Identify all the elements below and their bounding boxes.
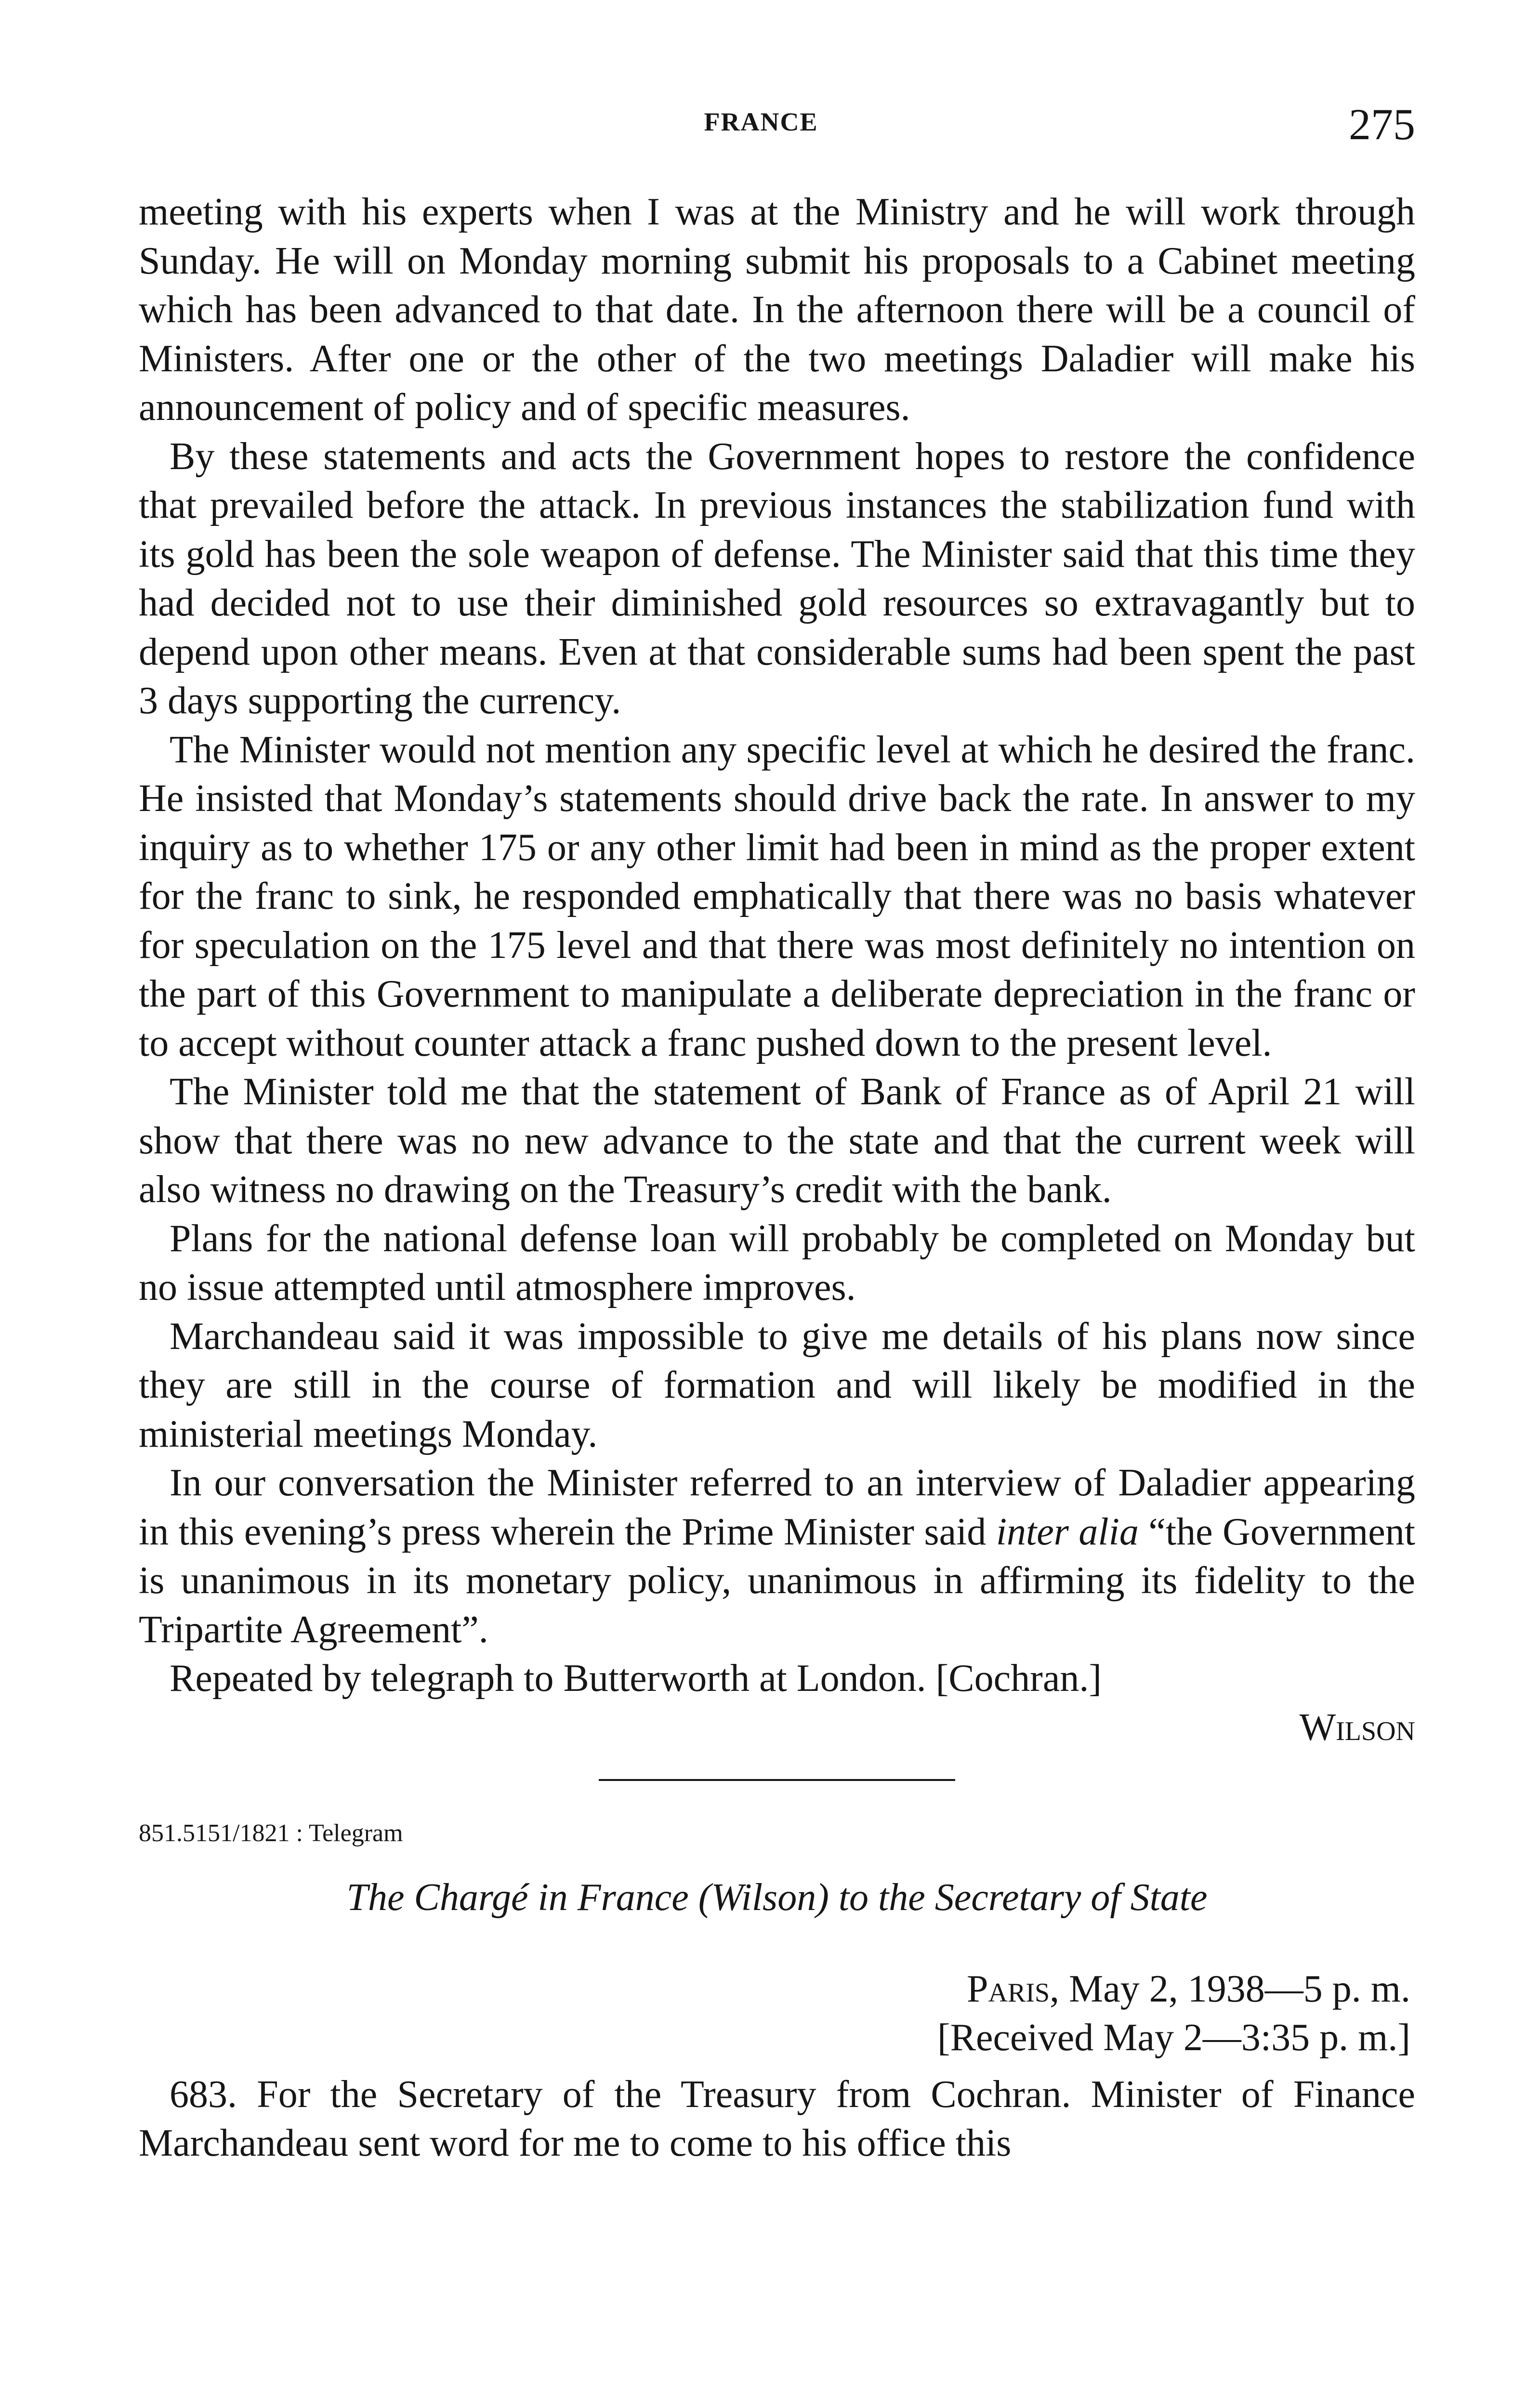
paragraph: Repeated by telegraph to Butterworth at London. [Cochran.] [170, 1657, 1102, 1700]
paragraph: Marchandeau said it was impossible to give me details of his plans now since they are still in the course of formation and will likely be modified in the ministerial meetings Monday. [139, 1315, 1415, 1455]
title-text: ) to the Secretary of State [816, 1876, 1208, 1919]
latin-phrase: inter alia [996, 1510, 1139, 1553]
paragraph [139, 1459, 1415, 1654]
title-name: Wilson [711, 1876, 816, 1919]
section-divider [599, 1779, 955, 1781]
file-reference: 851.5151/1821 : Telegram [139, 1819, 403, 1847]
paragraph: 683. For the Secretary of the Treasury from Cochran. Minister of Finance Marchandeau sent word for me to come to his office this [139, 2073, 1415, 2164]
dateline-sent [139, 1965, 1415, 2014]
paragraph: Plans for the national defense loan will probably be completed on Monday but no issue attempted until atmosphere improves. [139, 1217, 1415, 1309]
paragraph: The Minister would not mention any specific level at which he desired the franc. He insisted that Monday’s statements should drive back the rate. In answer to my inquiry as to whether 175 or any other limit had been in mind as the proper extent for the franc to sink, he responded emphatically that there was no basis whatever for speculation on the 175 level and that there was most definitely no intention on the part of this Government to manipulate a deliberate depreciation in the franc or to accept without counter attack a franc pushed down to the present level. [139, 728, 1415, 1064]
paragraph-text: In our conversation the Minister referred to an interview of Daladier appearing in this evening’s press wherein the Prime Minister said [139, 1462, 1415, 1553]
signature: Wilson [1299, 1706, 1415, 1749]
dateline [139, 1965, 1415, 2063]
paragraph: The Minister told me that the statement of Bank of France as of April 21 will show that there was no new advance to the state and that the current week will also witness no drawing on the Treasury’s credit with the bank. [139, 1071, 1415, 1211]
page-number: 275 [1349, 100, 1415, 149]
dateline-date: , May 2, 1938—5 p. m. [1050, 1967, 1410, 2010]
title-text: The Chargé in France ( [346, 1876, 711, 1919]
document-title [139, 1873, 1415, 1923]
paragraph-text: “the Government is unanimous in its monetary policy, unanimous in affirming its fidelity to the Tripartite Agreement”. [139, 1510, 1416, 1651]
paragraph: By these statements and acts the Government hopes to restore the confidence that prevailed before the attack. In previous instances the stabilization fund with its gold has been the sole weapon of defense. The Minister said that this time they had decided not to use their diminished gold resources so extravagantly but to depend upon other means. Even at that considerable sums had been spent the past 3 days supporting the currency. [139, 435, 1415, 722]
paragraph-continuation: meeting with his experts when I was at the Ministry and he will work through Sunday. He will on Monday morning submit his proposals to a Cabinet meeting which has been advanced to that date. In the afternoon there will be a council of Ministers. After one or the other of the two meetings Daladier will make his announcement of policy and of specific measures. [139, 191, 1415, 429]
dateline-received: [Received May 2—3:35 p. m.] [937, 2016, 1410, 2059]
running-header: FRANCE [704, 107, 818, 136]
dateline-place: Paris [967, 1967, 1050, 2010]
body-text [139, 188, 1415, 2168]
